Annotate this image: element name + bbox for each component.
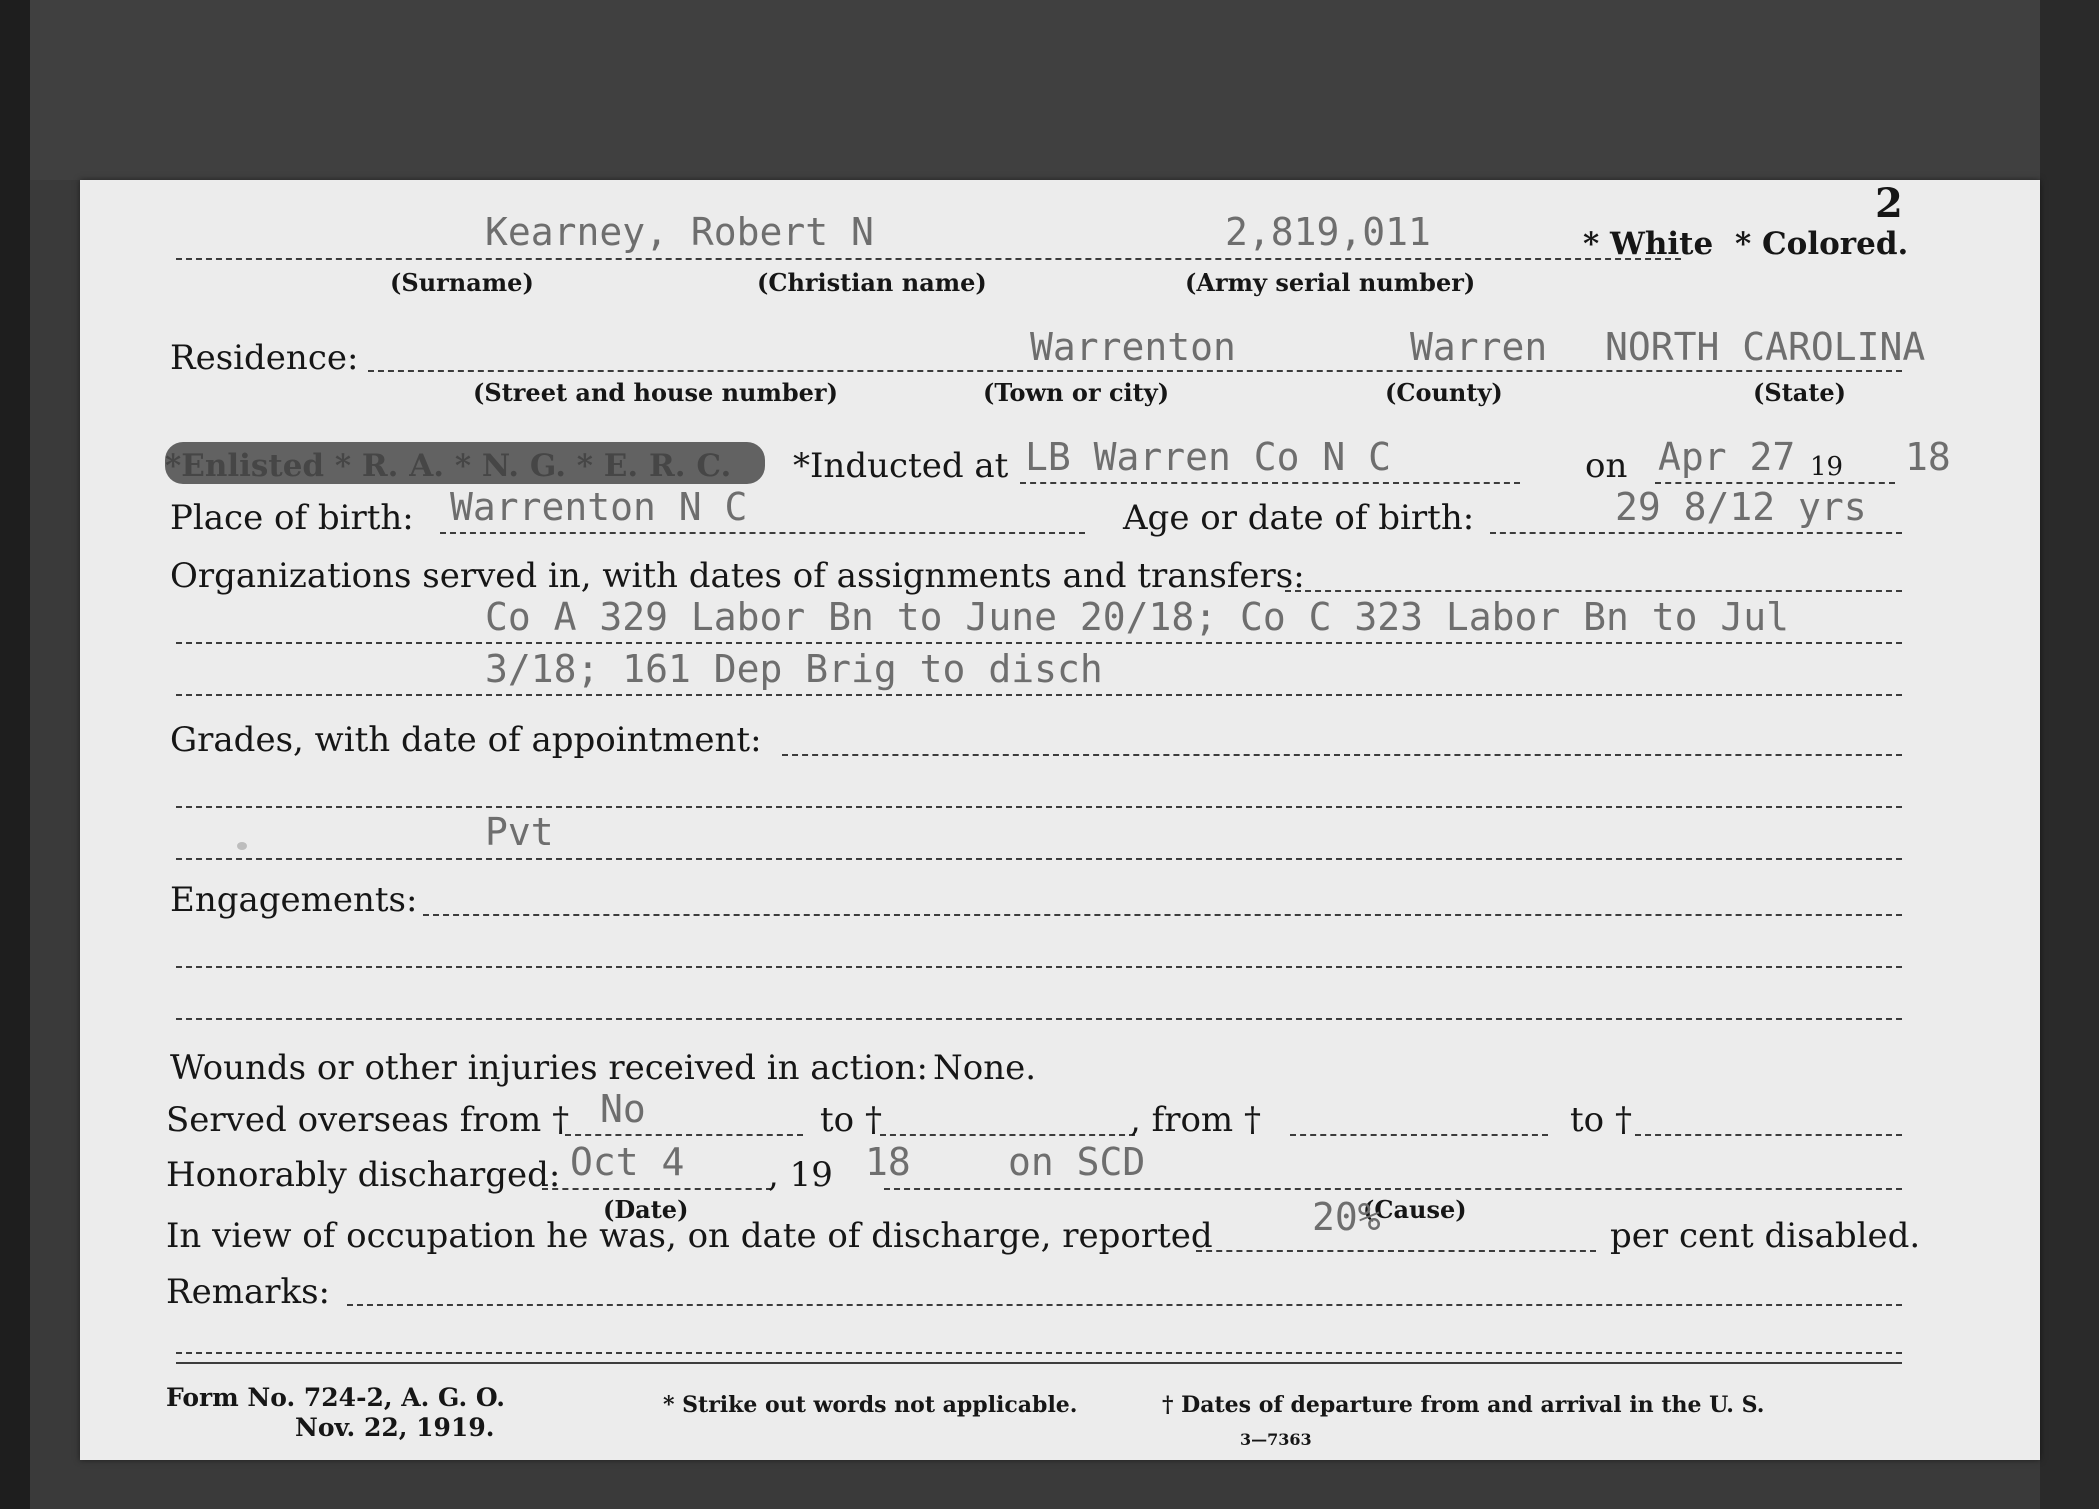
discharge-year-prefix: , 19 <box>768 1155 833 1195</box>
overseas-from-underline <box>565 1134 803 1136</box>
residence-town: Warrenton <box>1030 325 1236 369</box>
discharge-cause-underline <box>884 1188 1902 1190</box>
wounds-label: Wounds or other injuries received in action: <box>170 1048 928 1088</box>
residence-underline <box>368 370 1902 372</box>
age-label: Age or date of birth: <box>1123 498 1475 538</box>
engagements-label: Engagements: <box>170 880 418 920</box>
strike-out-mark <box>165 442 765 484</box>
overseas-from-value: No <box>600 1087 646 1131</box>
induction-date: Apr 27 <box>1658 435 1796 479</box>
birth-place: Warrenton N C <box>450 485 748 529</box>
overseas-to-underline <box>880 1134 1135 1136</box>
service-record-card <box>80 180 2040 1460</box>
race-colored-option: * Colored. <box>1735 226 1909 262</box>
discharge-year: 18 <box>865 1140 911 1184</box>
army-serial-number: 2,819,011 <box>1225 210 1431 254</box>
grades-underline-1 <box>176 806 1902 808</box>
christian-name-caption: (Christian name) <box>757 268 987 297</box>
grades-underline-0 <box>782 754 1902 756</box>
age-value: 29 8/12 yrs <box>1615 485 1867 529</box>
discharged-label: Honorably discharged: <box>166 1155 561 1195</box>
organizations-line-2: 3/18; 161 Dep Brig to disch <box>485 647 1103 691</box>
disability-underline <box>1196 1250 1596 1252</box>
inducted-place: LB Warren Co N C <box>1025 435 1392 479</box>
dates-note: † Dates of departure from and arrival in the U. S. <box>1162 1392 1765 1418</box>
overseas-from-label: Served overseas from † <box>166 1100 570 1140</box>
strike-out-note: * Strike out words not applicable. <box>663 1392 1078 1418</box>
residence-state: NORTH CAROLINA <box>1605 325 1926 369</box>
discharge-date: Oct 4 <box>570 1140 685 1184</box>
remarks-underline-2 <box>176 1352 1902 1354</box>
residence-county: Warren <box>1410 325 1548 369</box>
town-caption: (Town or city) <box>983 378 1170 407</box>
form-number: Form No. 724-2, A. G. O. <box>166 1383 505 1412</box>
engagements-underline-2 <box>176 1018 1902 1020</box>
overseas-to2-label: to † <box>1570 1100 1632 1140</box>
race-white-option: * White <box>1583 226 1714 262</box>
name-underline <box>176 258 1681 260</box>
date-caption: (Date) <box>603 1195 689 1224</box>
wounds-value: None. <box>933 1048 1037 1088</box>
organizations-underline-0 <box>1285 590 1902 592</box>
organizations-line-1: Co A 329 Labor Bn to June 20/18; Co C 323 Labor Bn to Jul <box>485 595 1790 639</box>
disability-suffix: per cent disabled. <box>1610 1216 1921 1256</box>
disability-label: In view of occupation he was, on date of discharge, reported <box>166 1216 1213 1256</box>
disability-percent: 20% <box>1312 1195 1381 1239</box>
inducted-at-label: *Inducted at <box>793 446 1009 486</box>
birth-place-underline <box>440 532 1085 534</box>
footer-rule <box>176 1362 1902 1364</box>
form-date: Nov. 22, 1919. <box>295 1413 495 1442</box>
page-number: 2 <box>1875 180 1903 227</box>
induction-year-prefix: 19 <box>1810 452 1844 482</box>
engagements-underline-0 <box>423 914 1902 916</box>
induction-year: 18 <box>1905 435 1951 479</box>
discharge-date-underline <box>542 1188 772 1190</box>
soldier-name: Kearney, Robert N <box>485 210 874 254</box>
county-caption: (County) <box>1385 378 1503 407</box>
serial-number-caption: (Army serial number) <box>1185 268 1476 297</box>
on-label: on <box>1585 446 1628 486</box>
state-caption: (State) <box>1753 378 1847 407</box>
engagements-underline-1 <box>176 966 1902 968</box>
background-top <box>0 0 2099 180</box>
surname-caption: (Surname) <box>390 268 534 297</box>
overseas-from2-underline <box>1290 1134 1548 1136</box>
background-right-edge <box>2040 0 2099 1509</box>
street-caption: (Street and house number) <box>473 378 838 407</box>
overseas-from2-label: , from † <box>1130 1100 1261 1140</box>
overseas-to2-underline <box>1635 1134 1902 1136</box>
organizations-underline-1 <box>176 642 1902 644</box>
induction-date-underline <box>1655 482 1895 484</box>
grades-label: Grades, with date of appointment: <box>170 720 762 760</box>
background-left-edge <box>0 0 30 1509</box>
inducted-place-underline <box>1020 482 1520 484</box>
overseas-to-label: to † <box>820 1100 882 1140</box>
cause-caption: (Cause) <box>1363 1195 1467 1224</box>
discharge-cause: on SCD <box>1008 1140 1146 1184</box>
paper-speck <box>237 842 247 850</box>
residence-label: Residence: <box>170 338 359 378</box>
place-of-birth-label: Place of birth: <box>170 498 414 538</box>
remarks-label: Remarks: <box>166 1272 330 1312</box>
grade-value: Pvt <box>485 810 554 854</box>
print-code: 3—7363 <box>1240 1430 1312 1449</box>
organizations-label: Organizations served in, with dates of assignments and transfers: <box>170 556 1305 596</box>
grades-underline-2 <box>176 858 1902 860</box>
remarks-underline-1 <box>347 1304 1902 1306</box>
organizations-underline-2 <box>176 694 1902 696</box>
age-underline <box>1490 532 1902 534</box>
